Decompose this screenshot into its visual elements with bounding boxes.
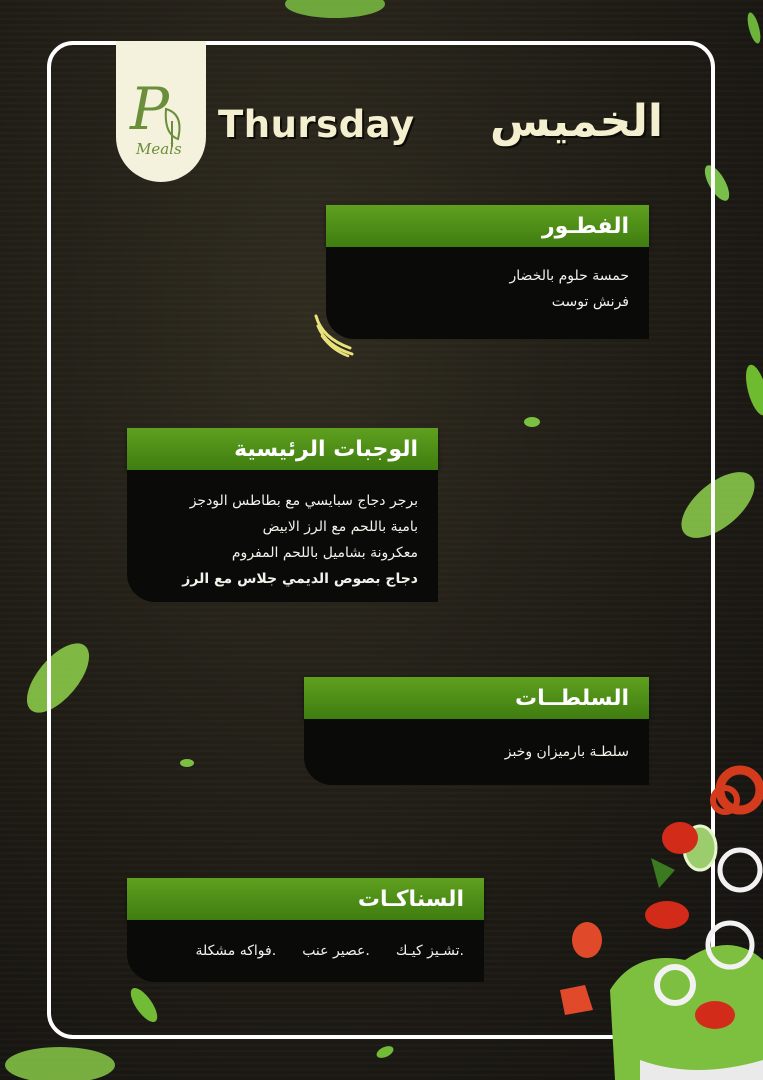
logo-icon	[126, 69, 196, 164]
menu-item: فرنش توست	[551, 294, 629, 310]
section-body	[326, 247, 649, 339]
section-main-meals	[127, 428, 438, 602]
swoosh-icon	[312, 312, 360, 358]
section-body	[127, 470, 438, 602]
leaf-decoration	[0, 1035, 120, 1080]
menu-item: حمسة حلوم بالخضار	[509, 268, 629, 284]
day-title-arabic: الخميس	[490, 96, 663, 147]
svg-text:P: P	[130, 75, 170, 143]
salad-bowl-image	[555, 760, 763, 1080]
menu-item: بامية باللحم مع الرز الابيض	[262, 519, 418, 535]
menu-item: .تشـيز كيـك	[395, 943, 464, 959]
section-title: الوجبات الرئيسية	[127, 428, 438, 470]
menu-item: سلطـة بارميزان وخبز	[504, 744, 629, 760]
menu-item: دجاج بصوص الديمي جلاس مع الرز	[182, 571, 418, 587]
leaf-decoration	[745, 8, 763, 48]
snacks-list	[147, 938, 464, 964]
menu-item: .فواكه مشكلة	[195, 943, 277, 959]
day-title-english: Thursday	[218, 103, 415, 146]
leaf-decoration	[374, 1044, 396, 1060]
leaf-decoration	[743, 360, 763, 420]
svg-text:Meals: Meals	[136, 140, 182, 158]
section-title: السلطــات	[304, 677, 649, 719]
logo-badge	[116, 41, 206, 182]
section-snacks	[127, 878, 484, 982]
section-breakfast	[326, 205, 649, 339]
leaf-decoration	[280, 0, 390, 26]
section-title: السناكـات	[127, 878, 484, 920]
section-title: الفطـور	[326, 205, 649, 247]
menu-item: .عصير عنب	[302, 943, 370, 959]
menu-item: برجر دجاج سبايسي مع بطاطس الودجز	[189, 493, 418, 509]
menu-item: معكرونة بشاميل باللحم المفروم	[231, 545, 418, 561]
section-body	[127, 920, 484, 982]
